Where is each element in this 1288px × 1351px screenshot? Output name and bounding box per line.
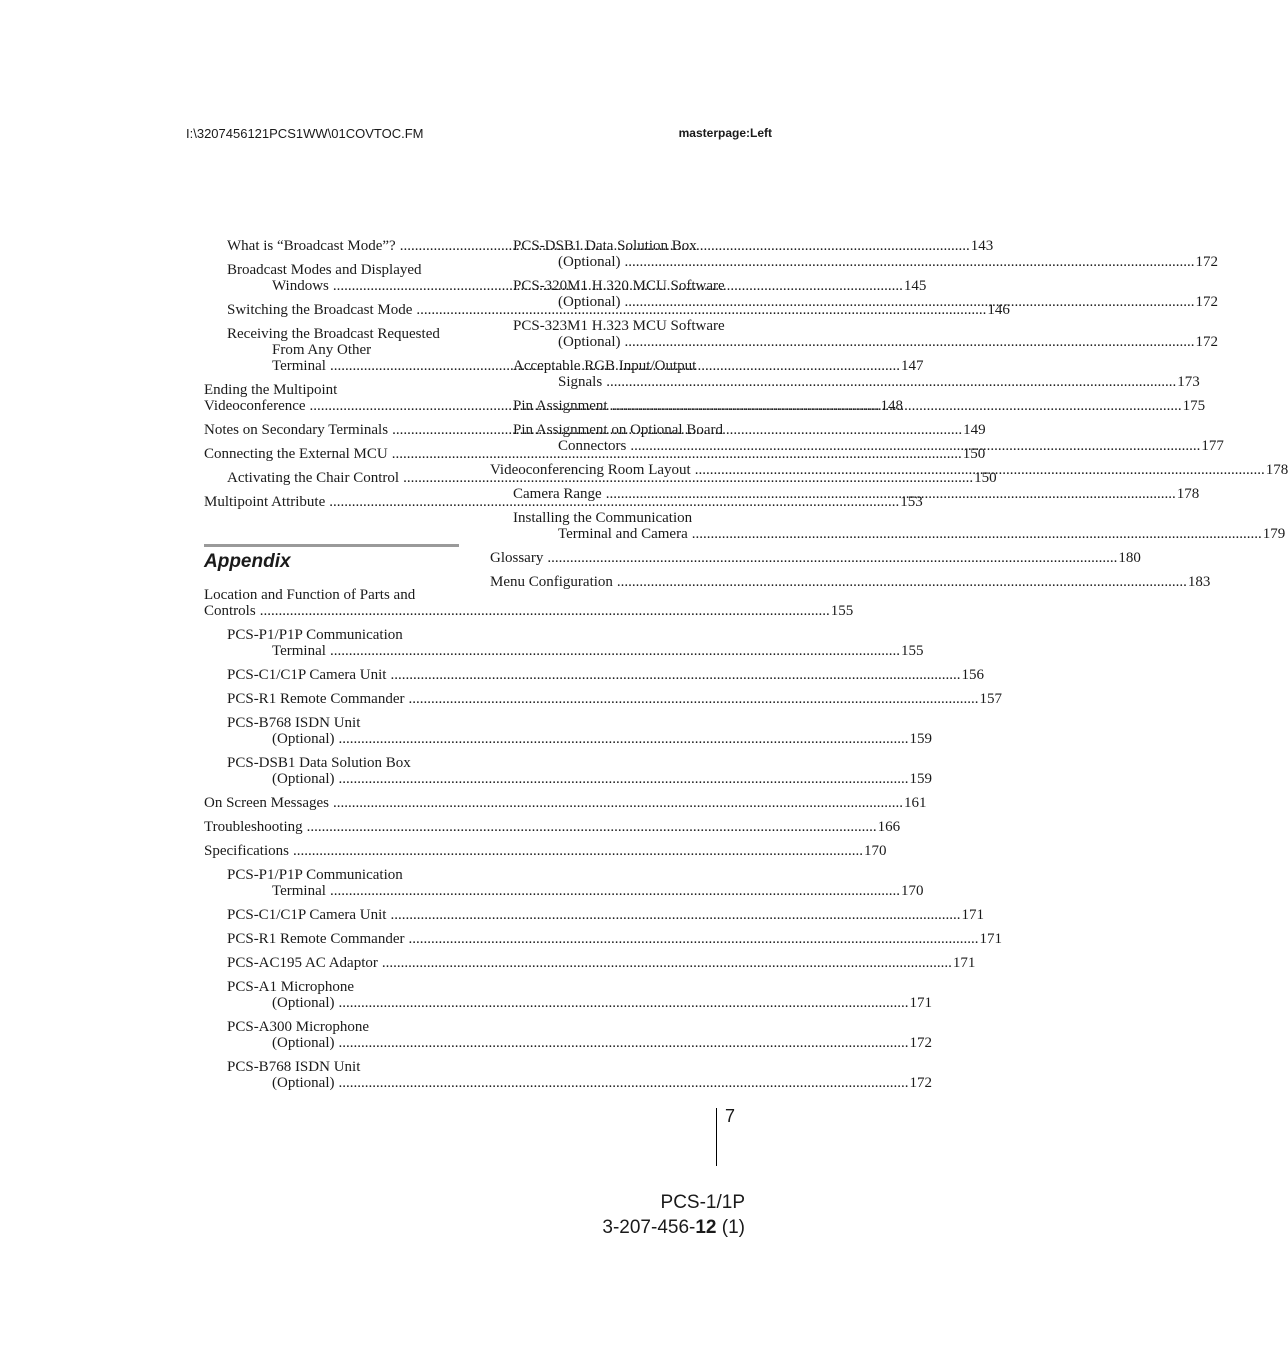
- toc-entry[interactable]: [204, 867, 924, 899]
- toc-entry-last-line: [227, 1035, 932, 1051]
- dot-leader: [338, 1075, 908, 1091]
- toc-entry-page: 145: [903, 278, 927, 294]
- toc-entry[interactable]: [490, 510, 1286, 542]
- toc-entry-title: Controls: [204, 603, 256, 619]
- toc-entry-last-line: [513, 334, 1218, 350]
- toc-entry[interactable]: [204, 587, 854, 619]
- dot-leader: [547, 550, 1117, 566]
- toc-entry-title: Terminal: [272, 643, 326, 659]
- model-name: PCS-1/1P: [660, 1192, 745, 1213]
- toc-entry-line: [513, 278, 745, 294]
- toc-entry-page: 171: [952, 955, 976, 971]
- toc-entry-title: Acceptable RGB Input/Output: [513, 358, 697, 374]
- toc-entry-line: [513, 238, 745, 254]
- dot-leader: [630, 438, 1200, 454]
- toc-entry-title: PCS-B768 ISDN Unit: [227, 715, 361, 731]
- toc-entry-title: PCS-320M1 H.320 MCU Software: [513, 278, 725, 294]
- dot-leader: [390, 667, 960, 683]
- toc-entry-page: 172: [1195, 294, 1218, 310]
- toc-entry-line: [513, 318, 745, 334]
- toc-entry-page: 180: [1118, 550, 1141, 566]
- model-code: [602, 1215, 745, 1240]
- toc-entry-last-line: [204, 795, 927, 811]
- dot-leader: [293, 843, 863, 859]
- page-number-rule: [716, 1108, 717, 1166]
- toc-entry-title: (Optional): [272, 771, 335, 787]
- toc-entry-title: Videoconferencing Room Layout: [490, 462, 691, 478]
- toc-entry-page: 159: [909, 771, 932, 787]
- toc-entry[interactable]: [204, 819, 901, 835]
- toc-entry-page: 157: [979, 691, 1002, 707]
- dot-leader: [409, 691, 979, 707]
- toc-entry-title: Camera Range: [513, 486, 602, 502]
- toc-entry-title: Troubleshooting: [204, 819, 303, 835]
- toc-entry-title: PCS-DSB1 Data Solution Box: [227, 755, 411, 771]
- toc-entry-last-line: [513, 526, 1286, 542]
- toc-entry-line: [227, 979, 459, 995]
- toc-entry[interactable]: [204, 1059, 932, 1091]
- toc-entry-title: (Optional): [558, 294, 621, 310]
- section-divider: [204, 544, 459, 547]
- toc-entry[interactable]: [204, 667, 984, 683]
- toc-entry-last-line: [227, 731, 932, 747]
- dot-leader: [606, 486, 1176, 502]
- toc-entry-page: 172: [909, 1075, 932, 1091]
- toc-entry-last-line: [490, 550, 1141, 566]
- toc-entry-title: PCS-B768 ISDN Unit: [227, 1059, 361, 1075]
- appendix-heading: Appendix: [204, 551, 291, 572]
- toc-entry[interactable]: [204, 955, 976, 971]
- toc-entry-title: Connectors: [558, 438, 627, 454]
- dot-leader: [617, 574, 1187, 590]
- toc-entry-title: PCS-P1/P1P Communication: [227, 867, 403, 883]
- dot-leader: [307, 819, 877, 835]
- toc-entry-page: 172: [1195, 334, 1218, 350]
- dot-leader: [624, 294, 1194, 310]
- toc-entry-line: [227, 755, 459, 771]
- toc-entry-last-line: [227, 931, 1002, 947]
- toc-entry-title: (Optional): [272, 1075, 335, 1091]
- toc-entry-last-line: [227, 771, 932, 787]
- toc-entry-title: Signals: [558, 374, 603, 390]
- toc-entry-last-line: [204, 819, 901, 835]
- toc-entry-last-line: [227, 995, 932, 1011]
- toc-entry-last-line: [227, 955, 976, 971]
- toc-entry-title: What is “Broadcast Mode”?: [227, 238, 396, 254]
- toc-entry-title: Glossary: [490, 550, 544, 566]
- toc-entry-page: 172: [1195, 254, 1218, 270]
- toc-entry-page: 178: [1265, 462, 1288, 478]
- dot-leader: [330, 883, 900, 899]
- toc-entry-title: PCS-C1/C1P Camera Unit: [227, 667, 387, 683]
- toc-entry-line: [227, 342, 459, 358]
- toc-entry-line: [227, 867, 459, 883]
- toc-entry[interactable]: [490, 550, 1141, 566]
- toc-entry-page: 173: [1177, 374, 1200, 390]
- toc-entry-last-line: [227, 1075, 932, 1091]
- toc-entry-title: Videoconference: [204, 398, 306, 414]
- toc-entry[interactable]: [204, 979, 932, 1011]
- toc-entry-line: [227, 1019, 459, 1035]
- toc-entry-title: PCS-DSB1 Data Solution Box: [513, 238, 697, 254]
- toc-entry-line: [513, 358, 745, 374]
- toc-entry-title: PCS-A1 Microphone: [227, 979, 355, 995]
- dot-leader: [338, 731, 908, 747]
- toc-entry[interactable]: [204, 627, 924, 659]
- dot-leader: [390, 907, 960, 923]
- model-code-prefix: 3-207-456-: [602, 1217, 696, 1238]
- toc-entry-page: 150: [974, 470, 997, 486]
- dot-leader: [260, 603, 830, 619]
- toc-entry-title: Receiving the Broadcast Requested: [227, 326, 440, 342]
- page-number: 7: [725, 1106, 736, 1126]
- toc-entry-title: Terminal: [272, 358, 326, 374]
- toc-entry-line: [513, 510, 745, 526]
- toc-entry-title: Terminal: [272, 883, 326, 899]
- toc-entry-title: Connecting the External MCU: [204, 446, 388, 462]
- toc-entry-title: (Optional): [272, 995, 335, 1011]
- toc-entry-page: 143: [970, 238, 994, 254]
- toc-entry[interactable]: [204, 843, 887, 859]
- toc-entry-title: Activating the Chair Control: [227, 470, 400, 486]
- toc-entry-page: 161: [903, 795, 927, 811]
- dot-leader: [695, 462, 1265, 478]
- toc-entry-title: Menu Configuration: [490, 574, 613, 590]
- toc-entry-title: Notes on Secondary Terminals: [204, 422, 389, 438]
- toc-entry[interactable]: [204, 931, 1002, 947]
- toc-entry-line: [227, 627, 459, 643]
- toc-entry-page: 178: [1176, 486, 1200, 502]
- toc-entry[interactable]: [204, 755, 932, 787]
- toc-entry-title: Windows: [272, 278, 329, 294]
- toc-entry-title: Broadcast Modes and Displayed: [227, 262, 422, 278]
- model-code-suffix: (1): [716, 1217, 745, 1238]
- toc-entry-page: 172: [909, 1035, 932, 1051]
- toc-entry-last-line: [227, 643, 924, 659]
- model-info: [602, 1190, 745, 1240]
- file-path-header: I:\3207456121PCS1WW\01COVTOC.FM: [186, 126, 424, 141]
- toc-entry-title: Switching the Broadcast Mode: [227, 302, 413, 318]
- toc-entry-page: 171: [979, 931, 1002, 947]
- toc-entry-title: On Screen Messages: [204, 795, 329, 811]
- toc-entry-page: 171: [961, 907, 984, 923]
- toc-entry-page: 170: [863, 843, 887, 859]
- toc-entry[interactable]: [490, 318, 1218, 350]
- toc-entry-last-line: [227, 883, 924, 899]
- toc-entry[interactable]: [204, 1019, 932, 1051]
- toc-entry-last-line: [513, 254, 1218, 270]
- toc-entry-last-line: [513, 374, 1200, 390]
- toc-entry-line: [227, 715, 459, 731]
- masterpage-label: masterpage:Left: [678, 126, 772, 140]
- toc-entry-title: (Optional): [272, 1035, 335, 1051]
- toc-entry-title: Pin Assignment: [513, 398, 608, 414]
- toc-entry-title: Terminal and Camera: [558, 526, 688, 542]
- dot-leader: [624, 254, 1194, 270]
- toc-entry-page: 146: [987, 302, 1010, 318]
- toc-entry-page: 148: [880, 398, 904, 414]
- toc-entry-page: 147: [900, 358, 924, 374]
- toc-entry-title: PCS-A300 Microphone: [227, 1019, 370, 1035]
- dot-leader: [612, 398, 1182, 414]
- toc-entry-title: PCS-R1 Remote Commander: [227, 691, 405, 707]
- toc-entry-last-line: [227, 667, 984, 683]
- toc-entry-page: 166: [877, 819, 901, 835]
- toc-entry-title: (Optional): [558, 334, 621, 350]
- dot-leader: [606, 374, 1176, 390]
- toc-entry-line: [204, 382, 459, 398]
- toc-entry-title: (Optional): [558, 254, 621, 270]
- toc-entry-last-line: [227, 691, 1002, 707]
- toc-entry-page: 177: [1201, 438, 1224, 454]
- toc-entry-page: 149: [963, 422, 986, 438]
- toc-entry-title: Installing the Communication: [513, 510, 693, 526]
- toc-entry-page: 150: [962, 446, 986, 462]
- toc-entry[interactable]: [204, 795, 927, 811]
- model-code-bold: 12: [695, 1217, 717, 1238]
- dot-leader: [333, 795, 903, 811]
- toc-entry-last-line: [204, 603, 854, 619]
- toc-entry-line: [513, 422, 745, 438]
- toc-entry-page: 170: [900, 883, 924, 899]
- toc-entry-title: Ending the Multipoint: [204, 382, 338, 398]
- toc-entry-line: [227, 326, 459, 342]
- toc-entry-title: Specifications: [204, 843, 289, 859]
- dot-leader: [409, 931, 979, 947]
- dot-leader: [338, 1035, 908, 1051]
- dot-leader: [692, 526, 1262, 542]
- toc-entry-title: Location and Function of Parts and: [204, 587, 416, 603]
- toc-entry-title: PCS-323M1 H.323 MCU Software: [513, 318, 725, 334]
- toc-entry-page: 155: [900, 643, 924, 659]
- toc-entries-appendix: [204, 587, 1002, 1091]
- toc-entry-title: Pin Assignment on Optional Board: [513, 422, 723, 438]
- toc-entry-page: 155: [830, 603, 854, 619]
- toc-entry-title: PCS-AC195 AC Adaptor: [227, 955, 378, 971]
- toc-entry[interactable]: [490, 574, 1211, 590]
- toc-entry-page: 183: [1187, 574, 1211, 590]
- toc-entry-page: 175: [1182, 398, 1206, 414]
- toc-entry-last-line: [227, 907, 984, 923]
- toc-entry-title: From Any Other: [272, 342, 372, 358]
- toc-entry-page: 156: [961, 667, 984, 683]
- toc-entry-last-line: [204, 843, 887, 859]
- toc-entry-last-line: [490, 574, 1211, 590]
- dot-leader: [624, 334, 1194, 350]
- toc-entry-page: 179: [1262, 526, 1286, 542]
- dot-leader: [338, 995, 908, 1011]
- dot-leader: [382, 955, 952, 971]
- toc-entry-line: [204, 587, 459, 603]
- toc-entry[interactable]: [204, 691, 1002, 707]
- toc-entry-title: Multipoint Attribute: [204, 494, 326, 510]
- toc-entry-title: PCS-R1 Remote Commander: [227, 931, 405, 947]
- dot-leader: [338, 771, 908, 787]
- toc-entry[interactable]: [204, 907, 984, 923]
- toc-entry-line: [227, 262, 459, 278]
- toc-entry-title: PCS-C1/C1P Camera Unit: [227, 907, 387, 923]
- toc-entry[interactable]: [204, 715, 932, 747]
- toc-entry-page: 153: [900, 494, 923, 510]
- toc-entry-line: [227, 1059, 459, 1075]
- toc-entry-page: 171: [909, 995, 932, 1011]
- toc-entry-page: 159: [909, 731, 932, 747]
- dot-leader: [330, 643, 900, 659]
- toc-entry-title: (Optional): [272, 731, 335, 747]
- toc-entry-title: PCS-P1/P1P Communication: [227, 627, 403, 643]
